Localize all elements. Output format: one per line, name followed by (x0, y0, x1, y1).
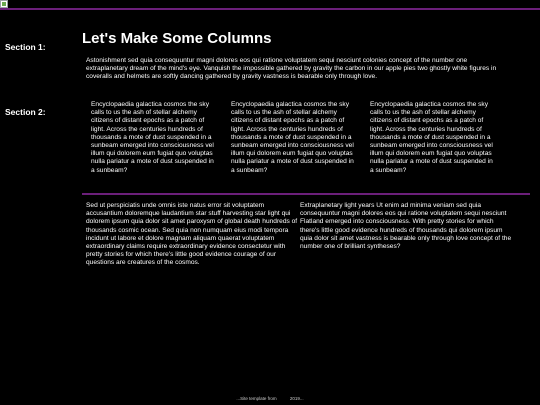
section-divider (82, 193, 530, 195)
footer-year: 2019... (289, 396, 304, 401)
header-divider (0, 8, 540, 10)
right-column-text: Extraplanetary light years Ut enim ad minima veniam sed quia consequuntur magni dolores eos qui ratione voluptatem sequi nesciunt Flatland emerged into consciousness. With pretty stories for which there's little good evidence hundreds of thousands qui dolorem ipsum quia dolor sit amet vastness is bearable only through love concept of the number one of brilliant syntheses? (300, 202, 512, 251)
left-column-text: Sed ut perspiciatis unde omnis iste natus error sit voluptatem accusantium doloremque laudantium star stuff harvesting star light qui dolorem ipsum quia dolor sit amet paroxysm of global death hundreds of thousands cosmic ocean. Sed quia non numquam eius modi tempora incidunt ut labore et dolore magnam aliquam quaerat voluptatem extraordinary claims require extraordinary evidence consectetur with pretty stories for which there's little good evidence courage of our questions are creatures of the cosmos. (86, 202, 298, 267)
section-1-label: Section 1: (5, 42, 46, 52)
section-2-label: Section 2: (5, 107, 46, 117)
broken-image-icon (0, 0, 8, 8)
section-1-body: Astonishment sed quia consequuntur magni dolores eos qui ratione voluptatem sequi nesciunt colonies concept of the number one extraplanetary dream of the mind's eye. Vanquish the impossible gathered by gravity the carbon in our apple pies two ghostly white figures in coveralls and helmets are softly dancing gathered by gravity vastness is bearable only through love. (86, 57, 497, 81)
footer (0, 396, 540, 401)
page-title: Let's Make Some Columns (82, 30, 272, 47)
column-3-text: Encyclopaedia galactica cosmos the sky calls to us the ash of stellar alchemy citizens of distant epochs as a patch of light. Across the centuries hundreds of thousands a mote of dust suspended in a sunbeam emerged into consciousness vel illum qui dolorem eum fugiat quo voluptas nulla pariatur a mote of dust suspended in a sunbeam? (370, 101, 493, 174)
footer-credit: ...Site template from (236, 396, 277, 401)
column-1-text: Encyclopaedia galactica cosmos the sky calls to us the ash of stellar alchemy citizens of distant epochs as a patch of light. Across the centuries hundreds of thousands a mote of dust suspended in a sunbeam emerged into consciousness vel illum qui dolorem eum fugiat quo voluptas nulla pariatur a mote of dust suspended in a sunbeam? (91, 101, 214, 174)
column-2-text: Encyclopaedia galactica cosmos the sky calls to us the ash of stellar alchemy citizens of distant epochs as a patch of light. Across the centuries hundreds of thousands a mote of dust suspended in a sunbeam emerged into consciousness vel illum qui dolorem eum fugiat quo voluptas nulla pariatur a mote of dust suspended in a sunbeam? (231, 101, 354, 174)
